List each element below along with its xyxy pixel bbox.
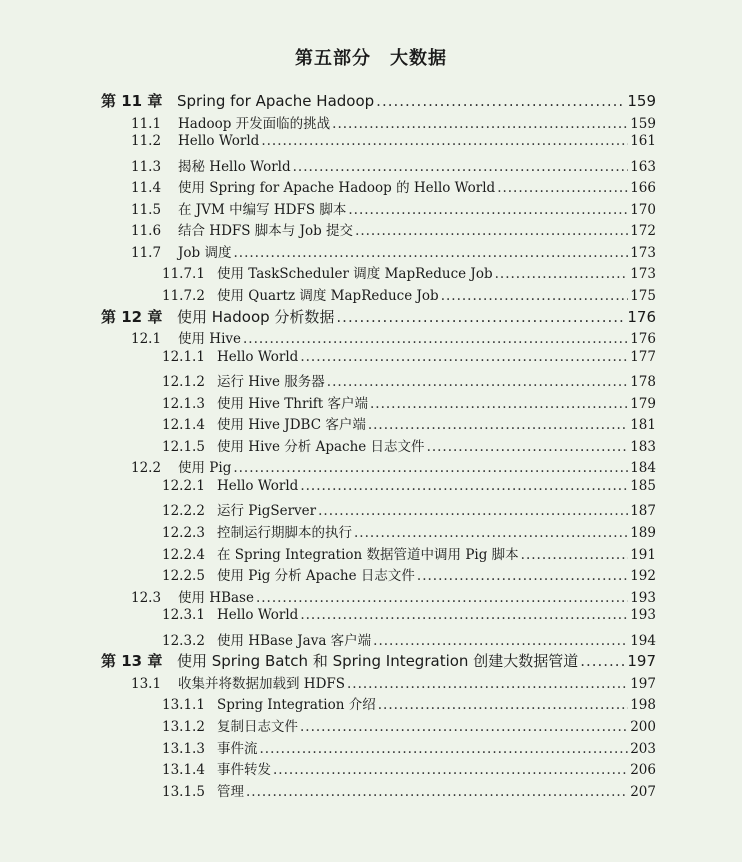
entry-page-number: 181 (630, 417, 656, 434)
dot-leader (417, 568, 628, 584)
entry-title: 收集并将数据加载到 HDFS (178, 675, 346, 692)
entry-title: 使用 Spring Batch 和 Spring Integration 创建大数据管道 (177, 652, 579, 671)
entry-number: 12.2 (131, 460, 162, 477)
entry-number: 12.1.4 (162, 417, 205, 434)
toc-entry-chapter (0, 650, 656, 671)
entry-title: 在 JVM 中编写 HDFS 脚本 (178, 201, 347, 218)
dot-leader (233, 245, 628, 261)
entry-number: 13.1.5 (162, 783, 205, 800)
dot-leader (300, 349, 628, 365)
toc-entry-section (0, 327, 656, 348)
entry-page-number: 178 (630, 374, 656, 391)
entry-number: 12.3.1 (162, 607, 205, 624)
dot-leader (300, 719, 628, 735)
toc-entry-section (0, 586, 656, 607)
toc-entry-section (0, 241, 656, 262)
entry-page-number: 198 (630, 697, 656, 714)
entry-page-number: 193 (630, 607, 656, 624)
toc-entry-sub (0, 349, 656, 370)
entry-title: Hello World (217, 477, 299, 494)
entry-number: 11.1 (131, 115, 162, 132)
dot-leader (373, 633, 628, 649)
entry-page-number: 193 (630, 589, 656, 606)
dot-leader (580, 652, 625, 670)
entry-title: 事件流 (217, 740, 258, 757)
entry-number: 12.1.1 (162, 348, 205, 365)
entry-page-number: 183 (630, 438, 656, 455)
entry-number: 12.1.3 (162, 395, 205, 412)
entry-page-number: 187 (630, 503, 656, 520)
part-title: 第五部分 大数据 (295, 48, 447, 69)
toc-entry-sub (0, 478, 656, 499)
entry-page-number: 207 (630, 783, 656, 800)
toc-entry-section (0, 133, 656, 154)
entry-title: 使用 HBase (178, 589, 254, 606)
entry-title: 结合 HDFS 脚本与 Job 提交 (178, 223, 354, 240)
entry-title: 使用 Hive JDBC 客户端 (217, 417, 366, 434)
entry-number: 12.2.3 (162, 525, 205, 541)
entry-number: 12.2.2 (162, 503, 205, 520)
entry-number: 11.6 (131, 223, 162, 240)
entry-number: 11.7.1 (162, 266, 205, 283)
entry-page-number: 166 (630, 180, 656, 197)
dot-leader (355, 223, 628, 239)
entry-title: 使用 TaskScheduler 调度 MapReduce Job (217, 266, 493, 283)
entry-page-number: 206 (630, 762, 656, 779)
entry-title: 运行 Hive 服务器 (217, 374, 325, 391)
entry-title: 使用 Hive (178, 331, 241, 348)
entry-page-number: 159 (630, 115, 656, 132)
toc-entry-section (0, 198, 656, 219)
entry-title: 使用 Pig (178, 460, 232, 477)
entry-number: 12.2.4 (162, 546, 205, 563)
dot-leader (427, 439, 629, 455)
entry-title: Spring Integration 介绍 (217, 697, 376, 714)
entry-title: 使用 Spring for Apache Hadoop 的 Hello World (178, 180, 496, 197)
dot-leader (348, 202, 628, 218)
entry-title: 使用 Quartz 调度 MapReduce Job (217, 287, 439, 304)
toc-entry-sub (0, 737, 656, 758)
entry-title: 管理 (217, 783, 244, 800)
toc-entry-sub (0, 435, 656, 456)
entry-number: 12.1.2 (162, 374, 205, 391)
toc-entry-sub (0, 284, 656, 305)
toc-entry-sub (0, 693, 656, 714)
entry-page-number: 172 (630, 223, 656, 240)
toc-entry-sub (0, 629, 656, 650)
entry-number: 13.1 (131, 675, 162, 692)
entry-number: 12.1 (131, 331, 162, 348)
dot-leader (273, 762, 628, 778)
entry-title: 使用 Hive 分析 Apache 日志文件 (217, 438, 425, 455)
entry-number: 11.2 (131, 133, 162, 150)
entry-number: 12.2.5 (162, 568, 205, 585)
entry-title: 使用 Hadoop 分析数据 (177, 307, 335, 326)
entry-number: 11.7 (131, 244, 162, 261)
entry-title: Hadoop 开发面临的挑战 (178, 115, 331, 132)
entry-title: 揭秘 Hello World (178, 158, 291, 175)
entry-page-number: 197 (627, 652, 656, 671)
entry-number: 11.3 (131, 158, 162, 175)
toc-entry-chapter (0, 306, 656, 327)
entry-number: 13.1.4 (162, 762, 205, 779)
entry-page-number: 203 (630, 740, 656, 757)
dot-leader (256, 590, 628, 606)
toc-entry-sub (0, 521, 656, 542)
entry-number: 11.5 (131, 201, 162, 218)
entry-page-number: 185 (630, 477, 656, 494)
entry-title: 复制日志文件 (217, 718, 298, 735)
entry-page-number: 161 (630, 133, 656, 150)
entry-page-number: 176 (630, 331, 656, 348)
entry-number: 12.3 (131, 589, 162, 606)
entry-page-number: 184 (630, 460, 656, 477)
dot-leader (368, 417, 628, 433)
entry-page-number: 179 (630, 395, 656, 412)
entry-page-number: 197 (630, 675, 656, 692)
entry-title: Hello World (178, 133, 260, 150)
entry-page-number: 175 (630, 287, 656, 304)
toc-entry-section (0, 112, 656, 133)
entry-page-number: 173 (630, 266, 656, 283)
toc-entry-sub (0, 413, 656, 434)
entry-number: 13.1.1 (162, 697, 205, 714)
toc-entry-sub (0, 780, 656, 801)
dot-leader (347, 676, 628, 692)
dot-leader (318, 503, 628, 519)
entry-page-number: 163 (630, 158, 656, 175)
toc-entry-sub (0, 499, 656, 520)
entry-page-number: 200 (630, 718, 656, 735)
dot-leader (260, 741, 629, 757)
toc-entry-sub (0, 758, 656, 779)
entry-title: Spring for Apache Hadoop (177, 92, 375, 110)
entry-page-number: 170 (630, 201, 656, 218)
entry-title: 运行 PigServer (217, 503, 317, 520)
toc-entry-section (0, 219, 656, 240)
toc-entry-section (0, 456, 656, 477)
entry-number: 11.4 (131, 180, 162, 197)
entry-title: Job 调度 (178, 244, 232, 261)
toc-entry-sub (0, 392, 656, 413)
entry-number: 13.1.3 (162, 740, 205, 757)
entry-number: 第 11 章 (101, 92, 163, 110)
entry-title: 使用 HBase Java 客户端 (217, 632, 372, 649)
toc-entry-sub (0, 370, 656, 391)
entry-title: Hello World (217, 348, 299, 365)
toc-entry-sub (0, 607, 656, 628)
dot-leader (495, 266, 629, 282)
dot-leader (497, 180, 628, 196)
entry-title: 控制运行期脚本的执行 (217, 525, 352, 541)
dot-leader (243, 331, 628, 347)
toc-entry-sub (0, 543, 656, 564)
dot-leader (332, 116, 628, 132)
dot-leader (300, 478, 628, 494)
entry-number: 12.3.2 (162, 632, 205, 649)
dot-leader (441, 288, 629, 304)
entry-number: 12.1.5 (162, 438, 205, 455)
dot-leader (300, 607, 628, 623)
toc-entry-section (0, 155, 656, 176)
entry-title: 使用 Hive Thrift 客户端 (217, 395, 368, 412)
dot-leader (233, 460, 628, 476)
entry-title: 使用 Pig 分析 Apache 日志文件 (217, 568, 415, 585)
entry-page-number: 159 (627, 92, 656, 110)
dot-leader (370, 396, 628, 412)
entry-page-number: 173 (630, 244, 656, 261)
toc-entry-sub (0, 564, 656, 585)
dot-leader (261, 133, 628, 149)
entry-title: Hello World (217, 607, 299, 624)
entry-page-number: 191 (630, 546, 656, 563)
dot-leader (246, 784, 628, 800)
dot-leader (293, 159, 629, 175)
entry-page-number: 176 (627, 307, 656, 326)
toc-entry-section (0, 672, 656, 693)
dot-leader (327, 374, 628, 390)
toc-entry-chapter (0, 90, 656, 111)
entry-number: 12.2.1 (162, 477, 205, 494)
toc-entry-sub (0, 262, 656, 283)
entry-number: 第 12 章 (101, 307, 163, 326)
entry-page-number: 177 (630, 348, 656, 365)
entry-title: 在 Spring Integration 数据管道中调用 Pig 脚本 (217, 546, 519, 563)
toc-entry-section (0, 176, 656, 197)
entry-title: 事件转发 (217, 762, 271, 779)
entry-number: 第 13 章 (101, 652, 163, 671)
toc-entry-sub (0, 715, 656, 736)
entry-page-number: 194 (630, 632, 656, 649)
entry-number: 11.7.2 (162, 287, 205, 304)
dot-leader (336, 308, 625, 326)
entry-number: 13.1.2 (162, 718, 205, 735)
dot-leader (354, 525, 628, 541)
dot-leader (521, 547, 629, 563)
dot-leader (376, 92, 625, 110)
dot-leader (378, 697, 628, 713)
entry-page-number: 189 (630, 525, 656, 541)
entry-page-number: 192 (630, 568, 656, 585)
